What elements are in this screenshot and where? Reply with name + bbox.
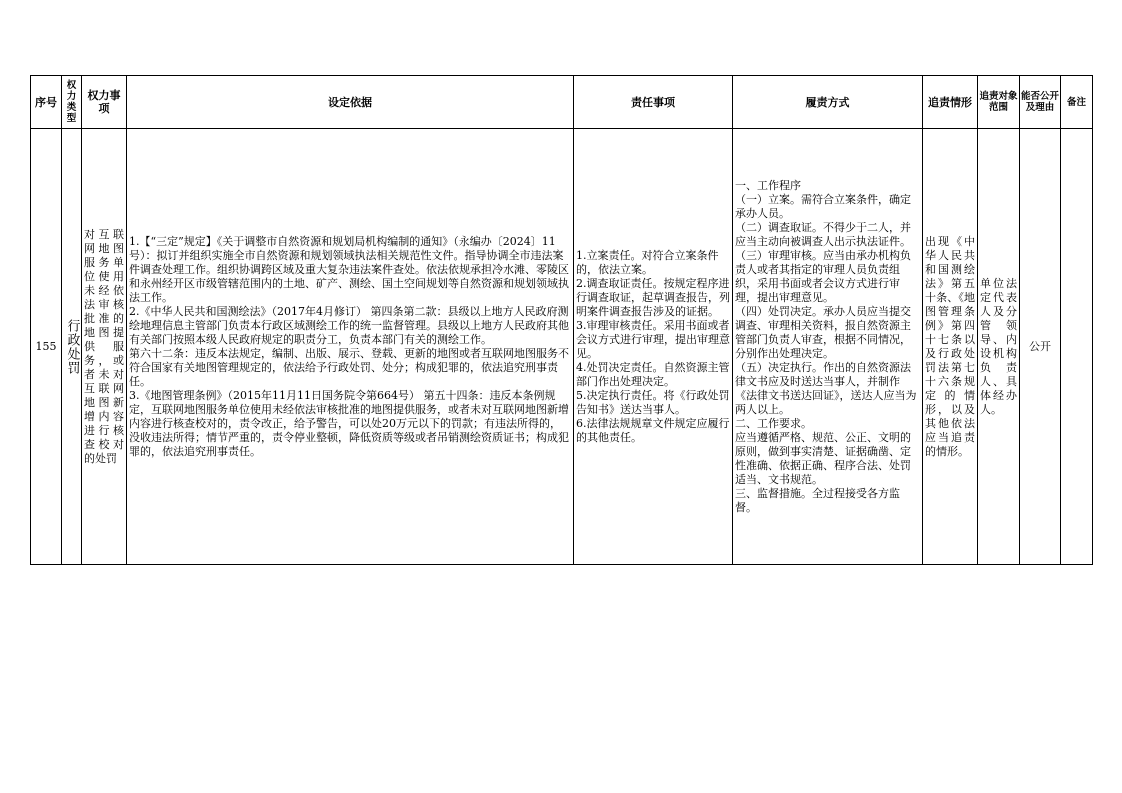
power-type-text: 行政处罚 bbox=[64, 318, 80, 375]
header-duty: 责任事项 bbox=[574, 76, 733, 129]
header-power-item: 权力事项 bbox=[82, 76, 127, 129]
header-remark: 备注 bbox=[1061, 76, 1093, 129]
header-public: 能否公开及理由 bbox=[1020, 76, 1061, 129]
cell-duty: 1.立案责任。对符合立案条件的，依法立案。 2.调查取证责任。按规定程序进行调查取证，起草调查报告，列明案件调查报告涉及的证据。 3.审理审核责任。采用书面或者会议方式进行审理，提出审理意见。 4.处罚决定责任。自然资源主管部门作出处理决定。 5.决定执行责任。将《行政处罚告知书》送达当事人。 6.法律法规规章文件规定应履行的其他责任。 bbox=[574, 129, 733, 565]
header-row bbox=[31, 76, 1093, 129]
power-list-table bbox=[30, 75, 1093, 565]
header-power-type: 权力类型 bbox=[62, 76, 82, 129]
cell-accountability: 出现《中华人民共和国测绘法》第五十条、《地图管理条例》第四十七条以及行政处罚法第七十六条规定的情形，以及其他依法应当追责的情形。 bbox=[923, 129, 978, 565]
cell-basis: 1.【“三定”规定】《关于调整市自然资源和规划局机构编制的通知》（永编办〔2024〕11号）：拟订并组织实施全市自然资源和规划领域执法相关规范性文件。指导协调全市违法案件调查处理工作。组织协调跨区域及重大复杂违法案件查处。依法依规承担冷水滩、零陵区和永州经开区市级管辖范围内的土地、矿产、测绘、国土空间规划等自然资源和规划领域执法工作。 2.《中华人民共和国测绘法》（2017年4月修订） 第四条第二款：县级以上地方人民政府测绘地理信息主管部门负责本行政区域测绘工作的统一监督管理。县级以上地方人民政府其他有关部门按照本级人民政府规定的职责分工，负责本部门有关的测绘工作。 第六十二条：违反本法规定，编制、出版、展示、登载、更新的地图或者互联网地图服务不符合国家有关地图管理规定的，依法给予行政处罚、处分；构成犯罪的，依法追究刑事责任。 3.《地图管理条例》（2015年11月11日国务院令第664号） 第五十四条：违反本条例规定，互联网地图服务单位使用未经依法审核批准的地图提供服务，或者未对互联网地图新增内容进行核查校对的，责令改正，给予警告，可以处20万元以下的罚款；有违法所得的，没收违法所得；情节严重的，责令停业整顿，降低资质等级或者吊销测绘资质证书；构成犯罪的，依法追究刑事责任。 bbox=[127, 129, 574, 565]
header-seq: 序号 bbox=[31, 76, 62, 129]
header-method: 履责方式 bbox=[733, 76, 923, 129]
header-basis: 设定依据 bbox=[127, 76, 574, 129]
cell-power-item: 对互联网地图服务单位使用未经依法审核批准的地图提供服务，或者未对互联网地图新增内容进行核查校对的处罚 bbox=[82, 129, 127, 565]
cell-scope: 单位法定代表人及分管领导、内设机构负责人、具体经办人。 bbox=[978, 129, 1020, 565]
header-accountability: 追责情形 bbox=[923, 76, 978, 129]
cell-remark bbox=[1061, 129, 1093, 565]
header-scope: 追责对象范围 bbox=[978, 76, 1020, 129]
cell-method: 一、工作程序 （一）立案。需符合立案条件，确定承办人员。 （二）调查取证。不得少于二人，并应当主动向被调查人出示执法证件。 （三）审理审核。应当由承办机构负责人或者其指定的审理人员负责组织，采用书面或者会议方式进行审理，提出审理意见。 （四）处罚决定。承办人员应当提交调查、审理相关资料，报自然资源主管部门负责人审查，根据不同情况，分别作出处理决定。 （五）决定执行。作出的自然资源法律文书应及时送达当事人，并制作《法律文书送达回证》，送达人应当为两人以上。 二、工作要求。 应当遵循严格、规范、公正、文明的原则，做到事实清楚、证据确凿、定性准确、依据正确、程序合法、处罚适当、文书规范。 三、监督措施。全过程接受各方监督。 bbox=[733, 129, 923, 565]
cell-seq: 155 bbox=[31, 129, 62, 565]
table-row bbox=[31, 129, 1093, 565]
cell-power-type bbox=[62, 129, 82, 565]
cell-public: 公开 bbox=[1020, 129, 1061, 565]
